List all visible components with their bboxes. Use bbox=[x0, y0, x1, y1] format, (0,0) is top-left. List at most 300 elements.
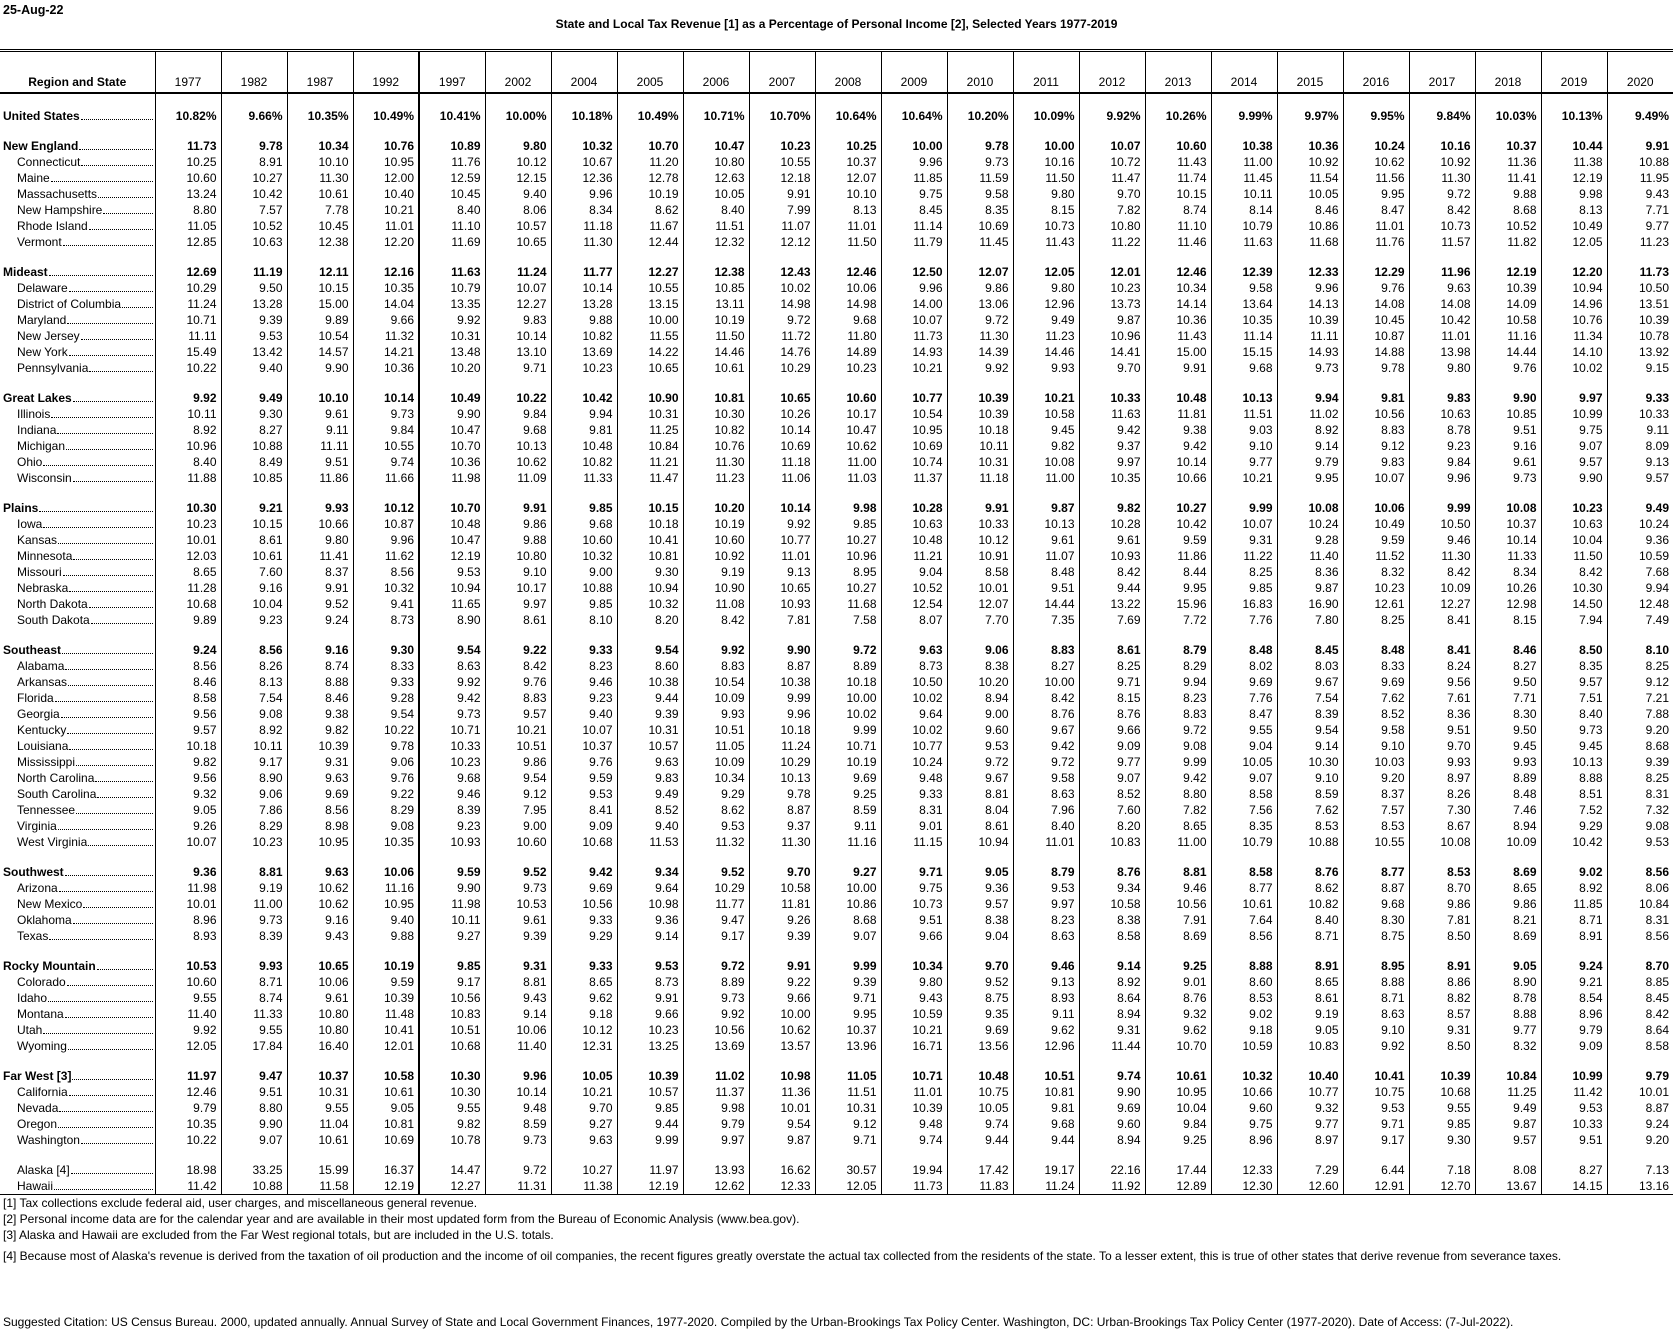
value-cell: 10.42 bbox=[1145, 516, 1211, 532]
row-label-cell bbox=[0, 138, 155, 154]
value-cell: 9.93 bbox=[683, 706, 749, 722]
value-cell: 13.64 bbox=[1211, 296, 1277, 312]
value-cell: 9.91 bbox=[947, 500, 1013, 516]
value-cell: 9.24 bbox=[155, 642, 221, 658]
column-header-year: 2009 bbox=[881, 51, 947, 94]
row-label-cell bbox=[0, 864, 155, 880]
spacer-cell bbox=[683, 486, 749, 500]
value-cell: 10.41 bbox=[1343, 1068, 1409, 1084]
region-row bbox=[0, 958, 1673, 974]
value-cell: 9.68 bbox=[1343, 896, 1409, 912]
value-cell: 11.01 bbox=[353, 218, 419, 234]
value-cell: 8.42 bbox=[1607, 1006, 1673, 1022]
spacer-row bbox=[0, 1054, 1673, 1068]
value-cell: 10.70 bbox=[617, 138, 683, 154]
value-cell: 9.66% bbox=[221, 108, 287, 124]
state-row bbox=[0, 1132, 1673, 1148]
value-cell: 8.33 bbox=[1343, 658, 1409, 674]
value-cell: 8.09 bbox=[1607, 438, 1673, 454]
value-cell: 10.42 bbox=[551, 390, 617, 406]
value-cell: 9.74 bbox=[1079, 1068, 1145, 1084]
dot-leader bbox=[79, 149, 152, 150]
value-cell: 10.14 bbox=[551, 280, 617, 296]
value-cell: 12.44 bbox=[617, 234, 683, 250]
value-cell: 10.02 bbox=[749, 280, 815, 296]
state-row bbox=[0, 658, 1673, 674]
value-cell: 9.42 bbox=[1013, 738, 1079, 754]
value-cell: 10.89 bbox=[419, 138, 485, 154]
spacer-cell bbox=[1079, 124, 1145, 138]
value-cell: 11.05 bbox=[683, 738, 749, 754]
spacer-cell bbox=[683, 376, 749, 390]
value-cell: 9.60 bbox=[947, 722, 1013, 738]
value-cell: 14.04 bbox=[353, 296, 419, 312]
row-label: New Mexico bbox=[17, 897, 83, 911]
value-cell: 9.01 bbox=[1145, 974, 1211, 990]
value-cell: 10.09 bbox=[683, 690, 749, 706]
report-date: 25-Aug-22 bbox=[3, 3, 64, 17]
value-cell: 8.61 bbox=[221, 532, 287, 548]
spacer-cell bbox=[749, 93, 815, 108]
value-cell: 13.16 bbox=[1607, 1178, 1673, 1195]
row-label: Hawaii bbox=[17, 1179, 54, 1193]
spacer-cell bbox=[485, 486, 551, 500]
value-cell: 9.99 bbox=[1409, 500, 1475, 516]
value-cell: 8.95 bbox=[1343, 958, 1409, 974]
spacer-cell bbox=[1277, 250, 1343, 264]
value-cell: 10.54 bbox=[683, 674, 749, 690]
spacer-cell bbox=[1277, 376, 1343, 390]
spacer-cell bbox=[683, 628, 749, 642]
value-cell: 10.22 bbox=[353, 722, 419, 738]
value-cell: 8.68 bbox=[1607, 738, 1673, 754]
spacer-row bbox=[0, 124, 1673, 138]
dot-leader bbox=[65, 669, 152, 670]
value-cell: 10.35 bbox=[1211, 312, 1277, 328]
value-cell: 10.21 bbox=[551, 1084, 617, 1100]
row-label-cell bbox=[0, 280, 155, 296]
value-cell: 7.69 bbox=[1079, 612, 1145, 628]
row-label-cell bbox=[0, 706, 155, 722]
row-label: District of Columbia bbox=[17, 297, 122, 311]
value-cell: 10.47 bbox=[419, 422, 485, 438]
spacer-cell bbox=[617, 250, 683, 264]
value-cell: 9.45 bbox=[1541, 738, 1607, 754]
spacer-cell bbox=[1607, 944, 1673, 958]
value-cell: 11.57 bbox=[1409, 234, 1475, 250]
spacer-cell bbox=[551, 93, 617, 108]
spacer-cell bbox=[353, 93, 419, 108]
value-cell: 9.05 bbox=[947, 864, 1013, 880]
value-cell: 9.90 bbox=[1541, 470, 1607, 486]
value-cell: 10.05 bbox=[1211, 754, 1277, 770]
value-cell: 10.41 bbox=[353, 1022, 419, 1038]
value-cell: 30.57 bbox=[815, 1162, 881, 1178]
value-cell: 12.27 bbox=[419, 1178, 485, 1195]
value-cell: 9.71 bbox=[1343, 1116, 1409, 1132]
value-cell: 9.75 bbox=[881, 186, 947, 202]
value-cell: 10.27 bbox=[221, 170, 287, 186]
value-cell: 9.95% bbox=[1343, 108, 1409, 124]
value-cell: 14.21 bbox=[353, 344, 419, 360]
spacer-cell bbox=[617, 628, 683, 642]
row-label: Mideast bbox=[3, 265, 48, 279]
dot-leader bbox=[73, 923, 153, 924]
column-header-year: 2002 bbox=[485, 51, 551, 94]
value-cell: 10.24 bbox=[1607, 516, 1673, 532]
value-cell: 11.21 bbox=[881, 548, 947, 564]
value-cell: 10.62 bbox=[287, 896, 353, 912]
value-cell: 9.18 bbox=[551, 1006, 617, 1022]
value-cell: 15.15 bbox=[1211, 344, 1277, 360]
value-cell: 10.36 bbox=[1277, 138, 1343, 154]
value-cell: 10.48 bbox=[881, 532, 947, 548]
value-cell: 9.94 bbox=[551, 406, 617, 422]
spacer-cell bbox=[881, 486, 947, 500]
value-cell: 10.40 bbox=[1277, 1068, 1343, 1084]
value-cell: 8.50 bbox=[1541, 642, 1607, 658]
value-cell: 8.65 bbox=[155, 564, 221, 580]
value-cell: 10.60 bbox=[1145, 138, 1211, 154]
spacer-cell bbox=[1277, 628, 1343, 642]
value-cell: 9.73 bbox=[947, 154, 1013, 170]
row-label: Colorado bbox=[17, 975, 66, 989]
value-cell: 8.65 bbox=[551, 974, 617, 990]
value-cell: 10.69 bbox=[749, 438, 815, 454]
value-cell: 9.50 bbox=[1475, 722, 1541, 738]
value-cell: 10.04 bbox=[221, 596, 287, 612]
value-cell: 8.52 bbox=[617, 802, 683, 818]
column-header-year: 2005 bbox=[617, 51, 683, 94]
spacer-cell bbox=[485, 93, 551, 108]
value-cell: 8.96 bbox=[1541, 1006, 1607, 1022]
value-cell: 8.90 bbox=[221, 770, 287, 786]
spacer-cell bbox=[1409, 486, 1475, 500]
state-row bbox=[0, 722, 1673, 738]
row-label-cell bbox=[0, 690, 155, 706]
value-cell: 9.25 bbox=[1145, 1132, 1211, 1148]
value-cell: 9.52 bbox=[485, 864, 551, 880]
dot-leader bbox=[65, 875, 153, 876]
value-cell: 10.31 bbox=[617, 722, 683, 738]
value-cell: 11.20 bbox=[617, 154, 683, 170]
spacer-row bbox=[0, 93, 1673, 108]
spacer-cell bbox=[485, 1054, 551, 1068]
value-cell: 9.52 bbox=[287, 596, 353, 612]
spacer-cell bbox=[287, 944, 353, 958]
value-cell: 12.89 bbox=[1145, 1178, 1211, 1195]
value-cell: 9.70 bbox=[1079, 360, 1145, 376]
value-cell: 12.27 bbox=[617, 264, 683, 280]
value-cell: 10.25 bbox=[155, 154, 221, 170]
value-cell: 10.01 bbox=[155, 896, 221, 912]
value-cell: 10.24 bbox=[1277, 516, 1343, 532]
value-cell: 9.51 bbox=[221, 1084, 287, 1100]
value-cell: 7.81 bbox=[749, 612, 815, 628]
value-cell: 11.14 bbox=[881, 218, 947, 234]
value-cell: 12.96 bbox=[1013, 1038, 1079, 1054]
dot-leader bbox=[68, 685, 152, 686]
value-cell: 11.31 bbox=[485, 1178, 551, 1195]
value-cell: 11.01 bbox=[1343, 218, 1409, 234]
value-cell: 10.40 bbox=[353, 186, 419, 202]
value-cell: 10.23 bbox=[551, 360, 617, 376]
row-label: Alabama bbox=[17, 659, 65, 673]
value-cell: 9.94 bbox=[1277, 390, 1343, 406]
value-cell: 8.61 bbox=[485, 612, 551, 628]
value-cell: 8.80 bbox=[1145, 786, 1211, 802]
value-cell: 10.95 bbox=[353, 896, 419, 912]
value-cell: 11.09 bbox=[485, 470, 551, 486]
state-row bbox=[0, 786, 1673, 802]
spacer-cell bbox=[1343, 250, 1409, 264]
spacer-cell bbox=[1541, 850, 1607, 864]
value-cell: 9.53 bbox=[221, 328, 287, 344]
value-cell: 10.31 bbox=[815, 1100, 881, 1116]
value-cell: 9.69 bbox=[287, 786, 353, 802]
value-cell: 9.93 bbox=[221, 958, 287, 974]
value-cell: 9.32 bbox=[155, 786, 221, 802]
value-cell: 9.44 bbox=[1079, 580, 1145, 596]
value-cell: 10.28 bbox=[881, 500, 947, 516]
column-header-year: 2020 bbox=[1607, 51, 1673, 94]
value-cell: 11.19 bbox=[221, 264, 287, 280]
value-cell: 16.71 bbox=[881, 1038, 947, 1054]
value-cell: 10.18 bbox=[749, 722, 815, 738]
value-cell: 9.64 bbox=[881, 706, 947, 722]
value-cell: 14.44 bbox=[1475, 344, 1541, 360]
value-cell: 9.87 bbox=[1475, 1116, 1541, 1132]
value-cell: 10.52 bbox=[881, 580, 947, 596]
value-cell: 12.54 bbox=[881, 596, 947, 612]
value-cell: 9.43 bbox=[881, 990, 947, 1006]
value-cell: 9.96 bbox=[551, 186, 617, 202]
value-cell: 8.23 bbox=[1013, 912, 1079, 928]
value-cell: 8.88 bbox=[1475, 1006, 1541, 1022]
value-cell: 9.91 bbox=[287, 580, 353, 596]
dot-leader bbox=[61, 717, 153, 718]
value-cell: 10.88 bbox=[551, 580, 617, 596]
value-cell: 9.97% bbox=[1277, 108, 1343, 124]
value-cell: 10.14 bbox=[749, 500, 815, 516]
spacer-cell bbox=[287, 628, 353, 642]
value-cell: 11.38 bbox=[551, 1178, 617, 1195]
value-cell: 10.71% bbox=[683, 108, 749, 124]
spacer-cell bbox=[485, 376, 551, 390]
value-cell: 9.53 bbox=[1607, 834, 1673, 850]
row-label-cell bbox=[0, 1084, 155, 1100]
spacer-cell bbox=[617, 486, 683, 500]
spacer-cell bbox=[419, 250, 485, 264]
value-cell: 10.07 bbox=[1343, 470, 1409, 486]
dot-leader bbox=[67, 733, 152, 734]
value-cell: 10.55 bbox=[749, 154, 815, 170]
value-cell: 10.39 bbox=[947, 390, 1013, 406]
value-cell: 8.30 bbox=[1475, 706, 1541, 722]
value-cell: 8.81 bbox=[947, 786, 1013, 802]
value-cell: 10.80 bbox=[683, 154, 749, 170]
value-cell: 10.21 bbox=[1211, 470, 1277, 486]
value-cell: 8.33 bbox=[353, 658, 419, 674]
value-cell: 11.45 bbox=[947, 234, 1013, 250]
value-cell: 10.56 bbox=[551, 896, 617, 912]
state-row bbox=[0, 1116, 1673, 1132]
value-cell: 10.66 bbox=[1211, 1084, 1277, 1100]
spacer-cell bbox=[353, 376, 419, 390]
value-cell: 8.79 bbox=[1145, 642, 1211, 658]
value-cell: 10.60 bbox=[683, 532, 749, 548]
value-cell: 9.51 bbox=[1475, 422, 1541, 438]
value-cell: 10.28 bbox=[1079, 516, 1145, 532]
spacer-cell bbox=[1145, 124, 1211, 138]
value-cell: 8.13 bbox=[221, 674, 287, 690]
value-cell: 11.50 bbox=[1541, 548, 1607, 564]
value-cell: 10.11 bbox=[419, 912, 485, 928]
state-row bbox=[0, 1162, 1673, 1178]
value-cell: 11.69 bbox=[419, 234, 485, 250]
dot-leader bbox=[98, 197, 152, 198]
dot-leader bbox=[59, 1111, 152, 1112]
column-header-year: 2004 bbox=[551, 51, 617, 94]
column-header-region: Region and State bbox=[0, 51, 155, 94]
value-cell: 11.30 bbox=[947, 328, 1013, 344]
value-cell: 11.24 bbox=[1013, 1178, 1079, 1195]
dot-leader bbox=[43, 527, 152, 528]
value-cell: 9.05 bbox=[155, 802, 221, 818]
value-cell: 10.48 bbox=[419, 516, 485, 532]
state-row bbox=[0, 548, 1673, 564]
value-cell: 10.37 bbox=[287, 1068, 353, 1084]
value-cell: 11.00 bbox=[1013, 470, 1079, 486]
value-cell: 9.88 bbox=[551, 312, 617, 328]
value-cell: 11.73 bbox=[1607, 264, 1673, 280]
value-cell: 14.88 bbox=[1343, 344, 1409, 360]
value-cell: 8.40 bbox=[1277, 912, 1343, 928]
value-cell: 9.31 bbox=[1079, 1022, 1145, 1038]
value-cell: 10.00 bbox=[815, 880, 881, 896]
value-cell: 10.13 bbox=[1013, 516, 1079, 532]
value-cell: 10.23 bbox=[221, 834, 287, 850]
value-cell: 8.90 bbox=[419, 612, 485, 628]
dot-leader bbox=[55, 701, 153, 702]
value-cell: 9.97 bbox=[1541, 390, 1607, 406]
value-cell: 10.62 bbox=[287, 880, 353, 896]
row-label-cell bbox=[0, 928, 155, 944]
value-cell: 10.50 bbox=[1409, 516, 1475, 532]
value-cell: 9.19 bbox=[683, 564, 749, 580]
value-cell: 9.06 bbox=[221, 786, 287, 802]
value-cell: 7.57 bbox=[1343, 802, 1409, 818]
value-cell: 10.99 bbox=[1541, 1068, 1607, 1084]
value-cell: 12.85 bbox=[155, 234, 221, 250]
value-cell: 11.05 bbox=[155, 218, 221, 234]
value-cell: 9.26 bbox=[155, 818, 221, 834]
value-cell: 10.26 bbox=[1475, 580, 1541, 596]
value-cell: 12.50 bbox=[881, 264, 947, 280]
value-cell: 8.64 bbox=[1607, 1022, 1673, 1038]
value-cell: 11.85 bbox=[881, 170, 947, 186]
value-cell: 10.61 bbox=[1211, 896, 1277, 912]
spacer-cell bbox=[815, 628, 881, 642]
value-cell: 10.37 bbox=[815, 154, 881, 170]
row-label: Missouri bbox=[17, 565, 62, 579]
spacer-cell bbox=[683, 850, 749, 864]
value-cell: 8.58 bbox=[1607, 1038, 1673, 1054]
value-cell: 9.98 bbox=[683, 1100, 749, 1116]
value-cell: 10.36 bbox=[419, 454, 485, 470]
value-cell: 9.82 bbox=[155, 754, 221, 770]
value-cell: 10.23 bbox=[617, 1022, 683, 1038]
value-cell: 10.31 bbox=[617, 406, 683, 422]
value-cell: 9.95 bbox=[815, 1006, 881, 1022]
value-cell: 10.08 bbox=[1409, 834, 1475, 850]
value-cell: 10.38 bbox=[749, 674, 815, 690]
value-cell: 9.44 bbox=[1013, 1132, 1079, 1148]
value-cell: 11.47 bbox=[617, 470, 683, 486]
value-cell: 7.54 bbox=[1277, 690, 1343, 706]
value-cell: 9.77 bbox=[1607, 218, 1673, 234]
footnotes bbox=[3, 1195, 1561, 1270]
value-cell: 12.15 bbox=[485, 170, 551, 186]
value-cell: 8.78 bbox=[1409, 422, 1475, 438]
state-row bbox=[0, 580, 1673, 596]
spacer-cell bbox=[749, 376, 815, 390]
value-cell: 9.83 bbox=[1343, 454, 1409, 470]
value-cell: 10.10 bbox=[287, 390, 353, 406]
value-cell: 8.75 bbox=[1343, 928, 1409, 944]
value-cell: 10.32 bbox=[551, 138, 617, 154]
value-cell: 8.95 bbox=[815, 564, 881, 580]
row-label: Pennsylvania bbox=[17, 361, 89, 375]
spacer-cell bbox=[287, 93, 353, 108]
value-cell: 9.23 bbox=[221, 612, 287, 628]
value-cell: 8.96 bbox=[155, 912, 221, 928]
spacer-cell bbox=[0, 628, 155, 642]
value-cell: 9.79 bbox=[683, 1116, 749, 1132]
dot-leader bbox=[69, 591, 152, 592]
spacer-cell bbox=[0, 376, 155, 390]
value-cell: 12.20 bbox=[353, 234, 419, 250]
value-cell: 10.77 bbox=[881, 738, 947, 754]
spacer-cell bbox=[1013, 250, 1079, 264]
spacer-cell bbox=[947, 486, 1013, 500]
value-cell: 9.40 bbox=[221, 360, 287, 376]
spacer-cell bbox=[221, 1054, 287, 1068]
row-label: New England bbox=[3, 139, 79, 153]
value-cell: 10.84 bbox=[1607, 896, 1673, 912]
value-cell: 8.73 bbox=[881, 658, 947, 674]
value-cell: 9.69 bbox=[947, 1022, 1013, 1038]
value-cell: 10.94 bbox=[1541, 280, 1607, 296]
value-cell: 10.15 bbox=[1145, 186, 1211, 202]
value-cell: 10.23 bbox=[155, 516, 221, 532]
value-cell: 11.53 bbox=[617, 834, 683, 850]
value-cell: 10.30 bbox=[419, 1068, 485, 1084]
spacer-cell bbox=[749, 850, 815, 864]
value-cell: 8.25 bbox=[1607, 770, 1673, 786]
value-cell: 8.63 bbox=[419, 658, 485, 674]
value-cell: 9.66 bbox=[617, 1006, 683, 1022]
dot-leader bbox=[81, 119, 153, 120]
value-cell: 10.02 bbox=[1541, 360, 1607, 376]
value-cell: 11.47 bbox=[1079, 170, 1145, 186]
value-cell: 10.69 bbox=[881, 438, 947, 454]
value-cell: 10.87 bbox=[1343, 328, 1409, 344]
value-cell: 7.71 bbox=[1475, 690, 1541, 706]
value-cell: 10.98 bbox=[749, 1068, 815, 1084]
value-cell: 8.30 bbox=[1343, 912, 1409, 928]
spacer-cell bbox=[683, 250, 749, 264]
